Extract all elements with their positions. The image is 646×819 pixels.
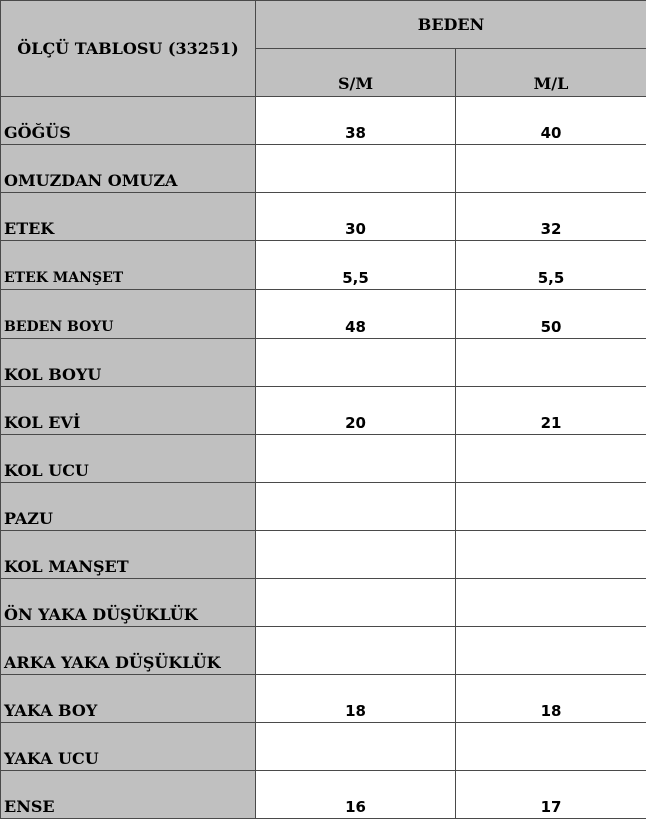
table-title: ÖLÇÜ TABLOSU (33251) [1,1,256,97]
table-row [1,531,646,579]
cell-s-m [256,483,456,531]
cell-s-m: 5,5 [256,241,456,290]
cell-m-l [456,579,646,627]
cell-s-m [256,723,456,771]
size-header-s-m: S/M [256,49,456,97]
row-label: YAKA BOY [1,675,256,723]
row-label: BEDEN BOYU [1,290,256,339]
cell-s-m: 16 [256,771,456,819]
row-label: ARKA YAKA DÜŞÜKLÜK [1,627,256,675]
row-label: KOL BOYU [1,339,256,387]
cell-m-l: 17 [456,771,646,819]
cell-m-l [456,435,646,483]
table-row [1,97,646,145]
cell-m-l: 40 [456,97,646,145]
cell-m-l [456,483,646,531]
row-label: KOL UCU [1,435,256,483]
row-label: KOL EVİ [1,387,256,435]
cell-s-m: 38 [256,97,456,145]
header-row-group [1,1,646,49]
table-row [1,290,646,339]
row-label: YAKA UCU [1,723,256,771]
row-label: ENSE [1,771,256,819]
cell-s-m [256,579,456,627]
table-row [1,145,646,193]
cell-s-m [256,339,456,387]
row-label: OMUZDAN OMUZA [1,145,256,193]
row-label: KOL MANŞET [1,531,256,579]
table-row [1,771,646,819]
cell-s-m [256,531,456,579]
row-label: PAZU [1,483,256,531]
cell-s-m: 20 [256,387,456,435]
cell-m-l: 18 [456,675,646,723]
row-label: ÖN YAKA DÜŞÜKLÜK [1,579,256,627]
table-row [1,387,646,435]
table-row [1,241,646,290]
table-row [1,579,646,627]
cell-s-m [256,435,456,483]
size-header-m-l: M/L [456,49,646,97]
cell-m-l [456,627,646,675]
table-row [1,339,646,387]
cell-m-l: 21 [456,387,646,435]
cell-s-m [256,627,456,675]
table-row [1,723,646,771]
table-row [1,193,646,241]
cell-s-m: 18 [256,675,456,723]
cell-m-l: 5,5 [456,241,646,290]
cell-m-l: 32 [456,193,646,241]
table-row [1,435,646,483]
cell-m-l [456,531,646,579]
cell-s-m: 48 [256,290,456,339]
cell-s-m: 30 [256,193,456,241]
cell-m-l [456,145,646,193]
table-row [1,483,646,531]
cell-m-l: 50 [456,290,646,339]
row-label: GÖĞÜS [1,97,256,145]
table-row [1,627,646,675]
cell-m-l [456,723,646,771]
cell-m-l [456,339,646,387]
row-label: ETEK MANŞET [1,241,256,290]
row-label: ETEK [1,193,256,241]
cell-s-m [256,145,456,193]
table-row [1,675,646,723]
size-group-header: BEDEN [256,1,646,49]
